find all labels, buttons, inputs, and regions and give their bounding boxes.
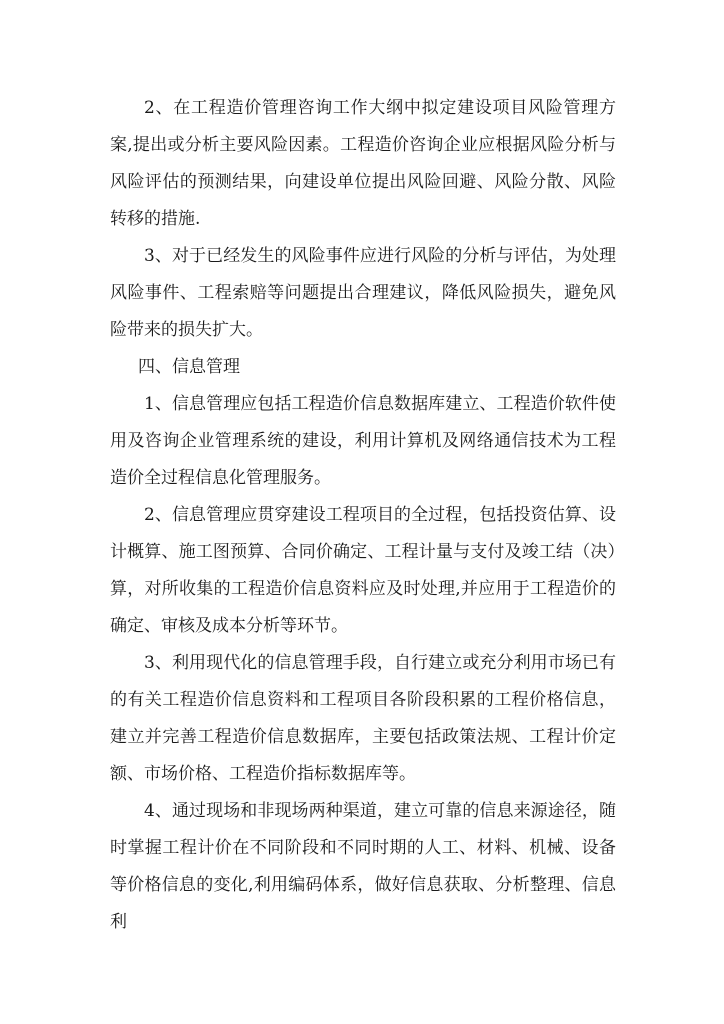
document-body (110, 90, 616, 941)
paragraph-risk-events: 3、对于已经发生的风险事件应进行风险的分析与评估，为处理风险事件、工程索赔等问题提出合理建议，降低风险损失，避免风险带来的损失扩大。 (110, 246, 616, 340)
paragraph-info-full-process: 2、信息管理应贯穿建设工程项目的全过程，包括投资估算、设计概算、施工图预算、合同价确定、工程计量与支付及竣工结（决）算，对所收集的工程造价信息资料应及时处理,并应用于工程造价的确定、审核及成本分析等环节。 (110, 505, 616, 636)
paragraph-info-database: 1、信息管理应包括工程造价信息数据库建立、工程造价软件使用及咨询企业管理系统的建设，利用计算机及网络通信技术为工程造价全过程信息化管理服务。 (110, 394, 616, 488)
paragraph-info-channels: 4、通过现场和非现场两种渠道，建立可靠的信息来源途径，随时掌握工程计价在不同阶段和不同时期的人工、材料、机械、设备等价格信息的变化,利用编码体系，做好信息获取、分析整理、信息利 (110, 801, 616, 932)
paragraph-risk-plan: 2、在工程造价管理咨询工作大纲中拟定建设项目风险管理方案,提出或分析主要风险因素。工程造价咨询企业应根据风险分析与风险评估的预测结果，向建设单位提出风险回避、风险分散、风险转移的措施. (110, 98, 616, 229)
paragraph-info-modern-means: 3、利用现代化的信息管理手段，自行建立或充分利用市场已有的有关工程造价信息资料和工程项目各阶段积累的工程价格信息，建立并完善工程造价信息数据库，主要包括政策法规、工程计价定额、市场价格、工程造价指标数据库等。 (110, 653, 616, 784)
section-heading-info-management: 四、信息管理 (138, 357, 241, 377)
